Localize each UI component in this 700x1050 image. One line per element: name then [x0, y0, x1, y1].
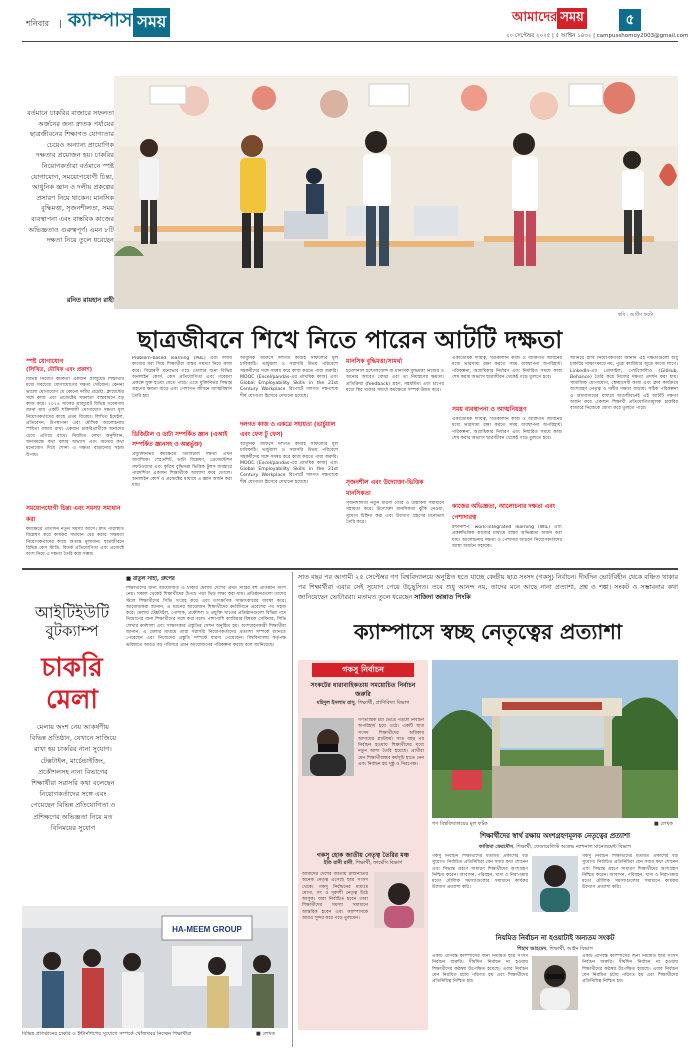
skill-4-body: আধুনিক অফিসে দলগত কাজই সাফল্যের মূল চাবিকাঠি। ভার্চুয়াল ও সরাসরি উভয় পরিবেশে সহকর্মীদের সঙ্গে সমন্বয় করে কাজ করতে পারা জরুরি। MOOC (Excel/pandas-এর প্রাথমিক কাজ) এবং Global Employability Skills in the 21st Century Workplace রিপোর্টে দলগত দক্ষতাকে শীর্ষ যোগ্যতা হিসেবে দেখানো হয়েছে।: [240, 442, 338, 485]
skill-7-body: একাডেমিক দায়িত্ব, খণ্ডকালীন কাজ ও ব্যক্তিগত জীবনের মধ্যে ভারসাম্য রক্ষা করতে সময় ব্যবস্থাপনা অপরিহার্য। পরিকল্পনা, অগ্রাধিকার নির্ধারণ এবং নির্ধারিত সময়ে কাজ শেষ করার অভ্যাস ছাত্রজীবন থেকেই গড়ে তুলতে হবে।: [452, 417, 562, 441]
fair-banner-text: HA-MEEM GROUP: [172, 925, 242, 934]
fair-body: শিক্ষার্থীদের জন্য আয়োজিত এ চাকরি মেলায় দেশের প্রথম সারির বহু প্রতিষ্ঠান অংশ নেয়। সকাল থেকেই শিক্ষার্থীদের উপচে পড়া ভিড় লক্ষ্য করা যায়। প্রতিষ্ঠানগুলো তাদের স্টলে শিক্ষার্থীদের সিভি সংগ্রহ করে এবং তাৎক্ষণিক সাক্ষাৎকারের ব্যবস্থা করে। আয়োজকরা জানান, এ ধরনের আয়োজন শিক্ষার্থীদের কর্মজীবনে প্রবেশের পথ সহজ করে। মেলায় টেক্সটাইল, পোশাক, প্রকৌশল ও প্রযুক্তি খাতের প্রতিষ্ঠানগুলো বিভিন্ন পদে নিয়োগের জন্য শিক্ষার্থীদের সঙ্গে কথা বলে। পাশাপাশি ক্যারিয়ার বিষয়ক সেমিনার, সিভি লেখার কর্মশালা এবং সাক্ষাৎকার প্রস্তুতির সেশন অনুষ্ঠিত হয়। অংশগ্রহণকারী শিক্ষার্থীরা জানান, এ মেলার মাধ্যমে তারা সরাসরি নিয়োগকর্তাদের প্রত্যাশা সম্পর্কে জানতে পেরেছেন এবং নিজেদের প্রস্তুতি সম্পর্কে ধারণা পেয়েছেন। বিশ্ববিদ্যালয় কর্তৃপক্ষ ভবিষ্যতে আরও বড় পরিসরে এমন আয়োজনের পরিকল্পনা করছে বলে জানিয়েছে।: [126, 586, 286, 648]
lead-illustration: [114, 76, 678, 309]
skill-6-title: সৃজনশীল এবং উদ্যোক্তা-ভিত্তিক মানসিকতা: [346, 479, 424, 497]
fair-intro: মেলায় অংশ নেয় আকর্ষণীয় বিভিন্ন প্রতিষ্ঠান, যেখানে সাজিয়ে রাখা হয় চাকরির নানা সুযোগ। টেক্সটাইল, মার্চেন্ডাইজিং, প্রকৌশলসহ নানা বিভাগের শিক্ষার্থীরা সরাসরি কথা বলেছেন নিয়োগকর্তাদের সঙ্গে এবং পেয়েছেন বিভিন্ন প্রতিযোগিতা ও প্রশিক্ষণের অভিজ্ঞতা নিয়ে মত বিনিময়ের সুযোগ: [29, 723, 117, 832]
q4-title: নিয়মিত নির্বাচন না হওয়াটাই অন্যতম সংকট: [495, 934, 615, 942]
date-text: ২০ সেপ্টেম্বর ২০২৫ | ৫ আশ্বিন ১৪৩২ |: [506, 33, 596, 39]
office-illustration: [114, 76, 678, 309]
election-lead-body: সাত বছর পর আগামী ২৫ সেপ্টেম্বর গণ বিশ্ববিদ্যালয়ে অনুষ্ঠিত হতে যাচ্ছে কেন্দ্রীয় ছাত্র সংসদ (গকসু) নির্বাচন। দীর্ঘদিন ভোটবিহীন থেকে বঞ্চিত থাকার পর শিক্ষার্থীরা এবার সেই সুযোগ পেয়ে উচ্ছ্বসিত। তবে শুধু আনন্দ নয়, তাদের মনে আছে নানা প্রত্যাশা, প্রশ্ন ও শঙ্কা। সংকট ও সম্ভাবনার কথা জানিয়েছেন ভোটাররা। মতামত তুলে ধরেছেন: [298, 573, 678, 602]
lead-intro-text: বর্তমানে চাকরির বাজারে সফলতা অর্জনের জন্য স্নাতক পর্যায়ের ছাত্রজীবনের শিক্ষাগত যোগ্যতার চেয়েও অন্যান্য প্রায়োগিক দক্ষতার প্রয়োজন হয়। চাকরির নিয়োগকর্তারা বর্তমানে স্পষ্ট যোগাযোগ, সময়োপযোগী চিন্তা, আধুনিক জ্ঞান ও দলীয় প্রকল্পের প্রসারণ নিয়ে থাকেন। মানসিক বুদ্ধিমত্তা, সৃজনশীলতা, সময় ব্যবস্থাপনা এবং বাস্তবিক কাজের অভিজ্ঞতাও গুরুত্বপূর্ণ। এমন ৮টি দক্ষতা নিয়ে তুলে ধরেছেন: [27, 109, 114, 245]
q3-block: [432, 830, 678, 928]
q1-avatar: [302, 718, 354, 776]
q3-title: শিক্ষার্থীদের স্বার্থ রক্ষায় অংশগ্রহণমূলক নেতৃত্বের প্রত্যাশা: [480, 832, 630, 840]
election-headline: ক্যাম্পাসে স্বচ্ছ নেতৃত্বের প্রত্যাশা: [353, 620, 623, 644]
q4-avatar: [532, 956, 578, 1010]
section-logo-campus: ক্যাম্পাস: [68, 9, 133, 31]
campus-gate-credit: ■ লেখক: [654, 821, 673, 827]
skill-8-body: ইন্টার্নশিপ, work-integrated learning (WIL) এবং প্রকল্পভিত্তিক কাজের মাধ্যমে বাস্তব অভিজ্ঞতা অর্জন করা যায়। আলোচনার দক্ষতা ও পেশাদার আচরণ নিয়োগকর্তাদের আস্থা অর্জনে সহায়ক।: [452, 525, 562, 549]
election-lead-text: [298, 572, 678, 612]
skill-2-title: সময়োপযোগী চিন্তা এবং সমস্যা সমাধান করা: [26, 505, 121, 523]
section-logo-somoy: সময়: [133, 8, 170, 37]
skill-7-body-lead: একাডেমিক দায়িত্ব, খণ্ডকালীন কাজ ও ব্যক্তিগত জীবনের মধ্যে ভারসাম্য রক্ষা করতে সময় ব্যবস্থাপনা অপরিহার্য। পরিকল্পনা, অগ্রাধিকার নির্ধারণ এবং নির্ধারিত সময়ে কাজ শেষ করার অভ্যাস ছাত্রজীবন থেকেই গড়ে তুলতে হবে।: [452, 356, 562, 380]
election-box: [298, 660, 428, 1030]
q4-dept: শিক্ষার্থী, আইন বিভাগ: [549, 946, 593, 952]
column-3-body: আধুনিক অফিসে দলগত কাজই সাফল্যের মূল চাবিকাঠি। ভার্চুয়াল ও সরাসরি উভয় পরিবেশে সহকর্মীদের সঙ্গে সমন্বয় করে কাজ করতে পারা জরুরি। MOOC (Excel/pandas-এর প্রাথমিক কাজ) এবং Global Employability Skills in the 21st Century Workplace রিপোর্টে দলগত দক্ষতাকে শীর্ষ যোগ্যতা হিসেবে দেখানো হয়েছে।: [240, 356, 338, 399]
email-link[interactable]: campusshomoy2003@gmail.com: [596, 33, 689, 39]
day-label: শনিবার: [26, 19, 49, 28]
election-tag: গকসু নির্বাচন: [312, 663, 414, 677]
lead-photo-credit: ছবি : আর্টস ফটো: [618, 312, 654, 318]
q3-avatar: [532, 856, 578, 912]
fair-caption: বিভিন্ন প্রতিষ্ঠানের চাকরি ও ইন্টার্নশিপের সুযোগে সম্পর্কে খোঁজখবর নিচ্ছেন শিক্ষার্থীরা: [22, 1031, 192, 1037]
q3-name-line: ফাতিমা ফেরদৌস, শিক্ষার্থী, ফেডারেলিস্ট আডভ ন্যাশনাল মানেজমেন্ট বিভাগ: [479, 844, 631, 850]
q1-name-line: মহিদুল ইসলাম রাসু, শিক্ষার্থী, প্রাণিবিদ্যা বিভাগ: [316, 700, 410, 706]
skill-2-body: কর্মক্ষেত্রে প্রতিদিন নতুন সমস্যা আসে। দ্রুত পরিস্থিতি বিশ্লেষণ করে কার্যকর সমাধান বের করার সক্ষমতা নিয়োগকর্তাদের কাছে অত্যন্ত মূল্যবান। ছাত্রজীবনে বিভিন্ন কেস স্টাডি, বিতর্ক প্রতিযোগিতা এবং প্রজেক্টে অংশ নিয়ে এ দক্ষতা তৈরি করা সম্ভব।: [26, 527, 124, 558]
skill-3-title: ডিজিটাল ও ডাটা সম্পর্কিত জ্ঞান (এআই সম্পর্কিত জ্ঞানসহ ও অন্তর্ভুক্ত): [132, 432, 228, 448]
q2-title: গকসু হোক জাতীয় নেতৃত্ব তৈরির মঞ্চ: [316, 852, 410, 859]
q3-dept: শিক্ষার্থী, ফেডারেলিস্ট আডভ ন্যাশনাল মানেজমেন্ট বিভাগ: [516, 844, 631, 850]
election-lead-author: সাজিদা জান্নাত পিংকি: [414, 593, 471, 602]
q3-name: ফাতিমা ফেরদৌস: [479, 844, 514, 850]
q2-avatar: [374, 872, 424, 928]
skill-1-body: বিভিন্ন নিয়োগ কর্মকর্তা একজন গ্রাজুয়েট শিক্ষার্থীর মধ্যে সবচেয়ে যোগাযোগের দক্ষতা খোঁজেন। কেননা ভালো যোগাযোগ যে কোনো দলীয় প্রচেষ্টা, ক্লায়েন্টের সঙ্গে কাজ এবং প্রজেক্টের সফলতা বাস্তবায়নে বড় কাজ করে। ২০২৪ সালের গ্রাজুয়েট বিভিন্ন গবেষণায় জানা যায় একটি শক্তিশালী যোগাযোগ দক্ষতা মূল নিয়োগকর্তাদের কাছে প্রথম বিবেচ্য। লিখিত ইমেইল, প্রতিবেদন, উপস্থাপনা এবং মৌখিক আলোচনায় স্পষ্টতা বজায় রাখা একজন চাকরিপ্রার্থীকে অন্যদের চেয়ে এগিয়ে রাখে। নিয়মিত লেখা অনুশীলন, জনসমক্ষে কথা বলার অভ্যাস এবং অন্যের কথা মনোযোগ দিয়ে শোনা এ দক্ষতা বাড়ানোর সহজ উপায়।: [26, 377, 124, 458]
paper-logo: [512, 8, 587, 29]
skill-5-body: ইমোশনাল ইন্টেলিজেন্স বা মানসিক বুদ্ধিমত্তা নিজের ও অন্যের আবেগ বোঝা এবং তা নিয়ন্ত্রণের ক্ষমতা। প্রতিক্রিয়া (feedback) গ্রহণ, সহমর্মিতা এবং চাপের মধ্যে স্থির থাকার সামর্থ্য কর্মক্ষেত্রে সম্পর্ক উন্নত করে।: [346, 369, 444, 393]
q1-dept: শিক্ষার্থী, প্রাণিবিদ্যা বিভাগ: [357, 700, 410, 706]
skill-3-body: প্রযুক্তিনির্ভর কর্মক্ষেত্রে ডিজিটাল দক্ষতা এখন আবশ্যিক। স্প্রেডশিট, ডাটা বিশ্লেষণ, প্রেজেন্টেশন সফটওয়্যার এবং কৃত্রিম বুদ্ধিমত্তা ভিত্তিক টুলস ব্যবহারে পারদর্শিতা একজন শিক্ষার্থীকে আলাদা করে তোলে। অনলাইন কোর্স ও প্রজেক্টের মাধ্যমে এ জ্ঞান অর্জন করা যায়।: [132, 452, 232, 489]
q4-body-cont: একটি প্রাণবন্ত ক্যাম্পাসের জন্য নিয়মিত ছাত্র সংসদ নির্বাচন জরুরি। দীর্ঘদিন নির্বাচন না হওয়ায় শিক্ষার্থীদের কণ্ঠস্বর উপেক্ষিত হয়েছে। এবার নির্বাচন যেন নিয়মিত চর্চায় পরিণত হয় এবং শিক্ষার্থীদের প্রতিনিধিত্ব নিশ্চিত হয়।: [582, 954, 678, 985]
q4-name: শিহাব আহমেদ: [517, 946, 547, 952]
lead-author: রনিত রায়হান রাহী: [66, 296, 114, 304]
q2-name: ইতি রানী রানী: [323, 860, 353, 866]
q1-title: সংকটের ধারাবাহিকতায় সময়োচিত নির্বাচন জরুরি: [310, 682, 416, 698]
paper-logo-somoy: সময়: [557, 8, 586, 29]
q3-body-cont: গকসু নির্বাচন শিক্ষার্থীদের মতামত প্রকাশের বড় সুযোগ। নির্বাচিত প্রতিনিধিরা যেন সবার কথা শোনেন এবং সিদ্ধান্ত গ্রহণে সাধারণ শিক্ষার্থীদের অংশগ্রহণ নিশ্চিত করেন। আবাসন, পরিবহন, খাদ্য ও নিরাপত্তার মতো মৌলিক সমস্যাগুলোর সমাধানে কার্যকর উদ্যোগ প্রত্যাশা করি।: [582, 854, 678, 891]
campus-gate-photo: [432, 660, 678, 818]
skill-6-body: সৃজনশীলতা নতুন ধারণা তৈরি ও উদ্ভাবনী সমাধানে সহায়তা করে। উদ্যোক্তা মানসিকতা ঝুঁকি নেওয়া, সুযোগ চিহ্নিত করা এবং উদ্যোগ গ্রহণের মনোভাব তৈরি করে।: [346, 501, 444, 525]
fair-title-big: চাকরি মেলা: [41, 653, 103, 715]
q4-body: একটি প্রাণবন্ত ক্যাম্পাসের জন্য নিয়মিত ছাত্র সংসদ নির্বাচন জরুরি। দীর্ঘদিন নির্বাচন না হওয়ায় শিক্ষার্থীদের কণ্ঠস্বর উপেক্ষিত হয়েছে। এবার নির্বাচন যেন নিয়মিত চর্চায় পরিণত হয় এবং শিক্ষার্থীদের প্রতিনিধিত্ব নিশ্চিত হয়।: [432, 954, 528, 985]
q4-name-line: শিহাব আহমেদ, শিক্ষার্থী, আইন বিভাগ: [517, 946, 593, 952]
fair-byline: ■ রাতুল সাহা, গ্রুপের: [126, 576, 175, 582]
skill-1-subtitle: (লিখিত, মৌখিক এবং প্রকাশ): [26, 367, 93, 373]
q2-body: আমাদের দেশের জাতীয় রাজনীতির অনেক নেতৃত্ব এসেছে ছাত্র সংসদ থেকে। গকসু নির্বাচনের মাধ্যমে যোগ্য, সৎ ও দূরদর্শী নেতৃত্ব উঠে আসুক। যারা নির্বাচিত হবেন তারা শিক্ষার্থীদের সমস্যা সমাধানে আন্তরিক হবেন এবং ক্যাম্পাসকে আরও সুন্দর করে গড়ে তুলবেন।: [302, 872, 368, 922]
section-logo: [68, 10, 170, 34]
page-number: ৫: [619, 9, 641, 31]
skill-1-title: স্পষ্ট যোগাযোগ: [26, 358, 64, 365]
q2-dept: শিক্ষার্থী, ফার্মেসি বিভাগ: [355, 860, 403, 866]
q3-body: গকসু নির্বাচন শিক্ষার্থীদের মতামত প্রকাশের বড় সুযোগ। নির্বাচিত প্রতিনিধিরা যেন সবার কথা শোনেন এবং সিদ্ধান্ত গ্রহণে সাধারণ শিক্ষার্থীদের অংশগ্রহণ নিশ্চিত করেন। আবাসন, পরিবহন, খাদ্য ও নিরাপত্তার মতো মৌলিক সমস্যাগুলোর সমাধানে কার্যকর উদ্যোগ প্রত্যাশা করি।: [432, 854, 528, 891]
q1-body: গণতান্ত্রিক চর্চা ভেঙে পড়লে নির্বাচন অপরিহার্য হয়ে ওঠে। একটি ছাত্র সংসদ শিক্ষার্থীদের অধিকার আদায়ের প্ল্যাটফর্ম। সাত বছর পর নির্বাচন হওয়ায় শিক্ষার্থীদের মধ্যে নতুন আশা তৈরি হয়েছে। প্রার্থীরা যেন শিক্ষার্থীবান্ধব কর্মসূচি হাতে নেন এবং নির্বাচন হয় সুষ্ঠু ও নিরপেক্ষ।: [358, 718, 424, 768]
job-fair-section: [22, 572, 288, 1047]
campus-gate-caption: গণ বিশ্ববিদ্যালয়ের মূল ফটক: [432, 821, 488, 827]
skill-4-title: দলগত কাজ ও একত্রে সহায়তা (ভার্চুয়াল এবং ফেস টু ফেস): [240, 422, 336, 438]
date-line: [506, 33, 688, 41]
fair-title-a: আইটিইউটি: [34, 603, 110, 622]
q1-name: মহিদুল ইসলাম রাসু: [316, 700, 355, 706]
lead-headline: ছাত্রজীবনে শিখে নিতে পারেন আটটি দক্ষতা: [137, 326, 563, 354]
q2-name-line: ইতি রানী রানী, শিক্ষার্থী, ফার্মেসি বিভাগ: [323, 860, 403, 866]
masthead: [0, 0, 700, 42]
fair-title-b: বুটক্যাম্প: [45, 622, 99, 640]
fair-credit: ■ লেখক: [256, 1031, 275, 1037]
q4-block: [432, 932, 678, 1046]
paper-logo-amader: আমাদের: [512, 10, 558, 25]
skill-7-title: সময় ব্যবস্থাপনা ও আত্মনিয়ন্ত্রণ: [452, 406, 527, 413]
fair-photo: [22, 906, 288, 1028]
skill-5-title: মানসিক বুদ্ধিমত্তা/সামর্থ্য: [346, 358, 403, 365]
column-2-body: Problem-based learning (PBL) এবং দলীয় কাজের মধ্য দিয়ে শিক্ষার্থীরা বাস্তব সমস্যা নিয়ে কাজ করে। বিশ্লেষণী মনোভাব গড়ে তোলার জন্য বিভিন্ন অনলাইন কোর্স, কেস প্রতিযোগিতা এবং গবেষণা প্রকল্পে যুক্ত হওয়া যেতে পারে। এতে যুক্তিনির্ভর সিদ্ধান্ত গ্রহণের ক্ষমতা বাড়ে এবং পেশাগত জীবনে আত্মবিশ্বাস তৈরি হয়।: [132, 356, 232, 399]
column-6-body: জানিয়ে রাখি নিয়োগকর্তারা জানান এই দক্ষতাগুলো শুধু চাকরির সাক্ষাৎকারে নয়, পুরো ক্যারিয়ার জুড়ে কাজে লাগে। LinkedIn-এর প্রোফাইল, পোর্টফোলিও (GitHub, Behance) তৈরি করে নিজের দক্ষতা প্রদর্শন করা যায়। সামাজিক যোগাযোগ, স্বেচ্ছাসেবী কাজ এবং ক্লাব কার্যক্রমে অংশগ্রহণ নেতৃত্ব ও দলীয় দক্ষতা বাড়ায়। সঠিক পরিকল্পনা ও অধ্যবসায়ের মাধ্যমে ছাত্রজীবনেই এই আটটি দক্ষতা অর্জন করে একজন শিক্ষার্থী প্রতিযোগিতামূলক চাকরির বাজারে নিজেকে যোগ্য করে তুলতে পারে।: [570, 356, 678, 412]
skill-8-title: কাজের অভিজ্ঞতা, আলোচনার দক্ষতা এবং পেশাদারত্ব: [452, 503, 556, 521]
